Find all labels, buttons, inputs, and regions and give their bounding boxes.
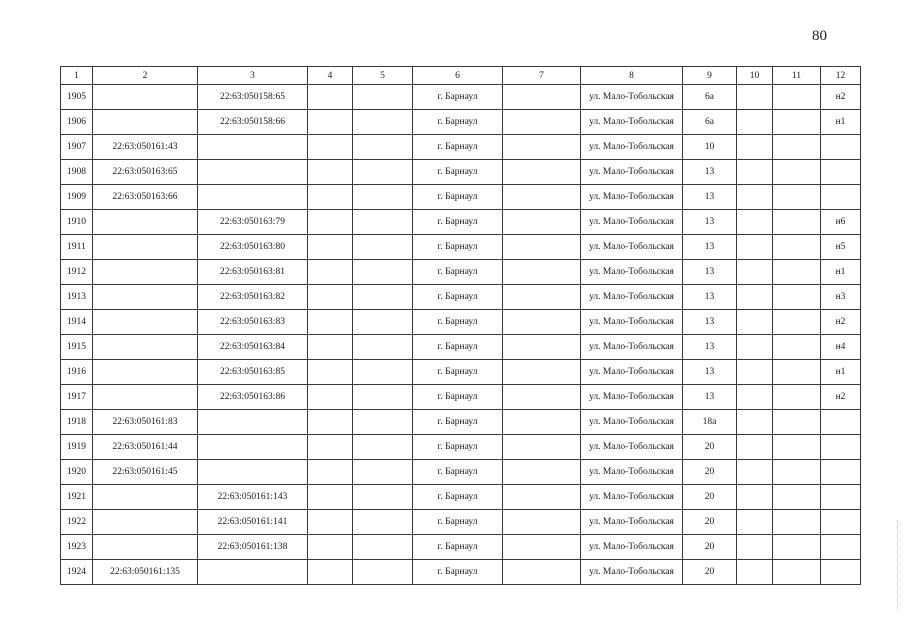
cell-col-6: г. Барнаул — [413, 210, 503, 235]
cell-col-5 — [353, 435, 413, 460]
cell-col-12: н6 — [821, 210, 861, 235]
cell-col-11 — [773, 335, 821, 360]
cell-col-2 — [93, 535, 198, 560]
cell-col-3 — [198, 410, 308, 435]
cell-col-9: 13 — [683, 210, 737, 235]
column-header-11: 11 — [773, 67, 821, 85]
cell-col-7 — [503, 235, 581, 260]
cell-col-10 — [737, 460, 773, 485]
cell-col-6: г. Барнаул — [413, 510, 503, 535]
cell-col-4 — [308, 110, 353, 135]
cell-col-2 — [93, 335, 198, 360]
cell-col-10 — [737, 560, 773, 585]
cell-col-12: н1 — [821, 110, 861, 135]
cell-col-7 — [503, 460, 581, 485]
cell-col-12 — [821, 135, 861, 160]
cell-col-9: 13 — [683, 360, 737, 385]
cell-col-12: н5 — [821, 235, 861, 260]
cell-col-3: 22:63:050158:66 — [198, 110, 308, 135]
column-header-8: 8 — [581, 67, 683, 85]
cell-col-6: г. Барнаул — [413, 160, 503, 185]
cell-col-10 — [737, 435, 773, 460]
cell-col-9: 20 — [683, 510, 737, 535]
table-row — [61, 410, 861, 435]
scan-edge-marks — [897, 520, 900, 610]
cell-col-8: ул. Мало-Тобольская — [581, 560, 683, 585]
cell-col-4 — [308, 185, 353, 210]
cell-col-2 — [93, 385, 198, 410]
cell-col-8: ул. Мало-Тобольская — [581, 360, 683, 385]
cell-col-2: 22:63:050161:45 — [93, 460, 198, 485]
cell-col-9: 13 — [683, 260, 737, 285]
cell-col-8: ул. Мало-Тобольская — [581, 285, 683, 310]
cell-col-12 — [821, 185, 861, 210]
cell-col-6: г. Барнаул — [413, 410, 503, 435]
cell-col-11 — [773, 260, 821, 285]
cell-col-11 — [773, 435, 821, 460]
cell-col-1: 1908 — [61, 160, 93, 185]
cell-col-3: 22:63:050163:79 — [198, 210, 308, 235]
cell-col-3: 22:63:050161:138 — [198, 535, 308, 560]
cell-col-11 — [773, 410, 821, 435]
cell-col-6: г. Барнаул — [413, 110, 503, 135]
cell-col-9: 18а — [683, 410, 737, 435]
cell-col-11 — [773, 360, 821, 385]
cell-col-10 — [737, 485, 773, 510]
column-header-5: 5 — [353, 67, 413, 85]
table-row — [61, 535, 861, 560]
cell-col-3: 22:63:050163:86 — [198, 385, 308, 410]
cell-col-10 — [737, 135, 773, 160]
cell-col-11 — [773, 385, 821, 410]
cell-col-3 — [198, 160, 308, 185]
cell-col-11 — [773, 460, 821, 485]
cell-col-8: ул. Мало-Тобольская — [581, 410, 683, 435]
cell-col-2: 22:63:050161:44 — [93, 435, 198, 460]
cell-col-7 — [503, 135, 581, 160]
cell-col-7 — [503, 85, 581, 110]
cell-col-11 — [773, 110, 821, 135]
cell-col-1: 1909 — [61, 185, 93, 210]
cell-col-5 — [353, 235, 413, 260]
cell-col-5 — [353, 485, 413, 510]
column-header-4: 4 — [308, 67, 353, 85]
cell-col-9: 20 — [683, 435, 737, 460]
cell-col-11 — [773, 485, 821, 510]
cell-col-9: 13 — [683, 235, 737, 260]
cell-col-8: ул. Мало-Тобольская — [581, 385, 683, 410]
cell-col-6: г. Барнаул — [413, 535, 503, 560]
table-row — [61, 160, 861, 185]
cell-col-10 — [737, 110, 773, 135]
cell-col-4 — [308, 335, 353, 360]
cell-col-6: г. Барнаул — [413, 260, 503, 285]
table-row — [61, 560, 861, 585]
table-row — [61, 435, 861, 460]
cell-col-1: 1913 — [61, 285, 93, 310]
cell-col-12 — [821, 535, 861, 560]
cell-col-9: 10 — [683, 135, 737, 160]
cell-col-8: ул. Мало-Тобольская — [581, 110, 683, 135]
cell-col-2 — [93, 235, 198, 260]
cell-col-12 — [821, 560, 861, 585]
cell-col-8: ул. Мало-Тобольская — [581, 310, 683, 335]
cell-col-4 — [308, 85, 353, 110]
table-row — [61, 460, 861, 485]
cell-col-8: ул. Мало-Тобольская — [581, 335, 683, 360]
cell-col-2: 22:63:050163:65 — [93, 160, 198, 185]
cell-col-6: г. Барнаул — [413, 285, 503, 310]
cell-col-2 — [93, 285, 198, 310]
column-header-6: 6 — [413, 67, 503, 85]
column-header-2: 2 — [93, 67, 198, 85]
cell-col-7 — [503, 210, 581, 235]
cell-col-12: н2 — [821, 85, 861, 110]
cell-col-7 — [503, 410, 581, 435]
table-row — [61, 260, 861, 285]
cell-col-4 — [308, 460, 353, 485]
cell-col-9: 20 — [683, 560, 737, 585]
table-row — [61, 235, 861, 260]
table-row — [61, 135, 861, 160]
cell-col-11 — [773, 285, 821, 310]
cell-col-4 — [308, 510, 353, 535]
cell-col-11 — [773, 85, 821, 110]
cell-col-3: 22:63:050158:65 — [198, 85, 308, 110]
cell-col-5 — [353, 135, 413, 160]
cell-col-3: 22:63:050163:82 — [198, 285, 308, 310]
table-row — [61, 310, 861, 335]
cell-col-9: 13 — [683, 185, 737, 210]
cell-col-1: 1907 — [61, 135, 93, 160]
cell-col-11 — [773, 560, 821, 585]
cell-col-12 — [821, 160, 861, 185]
cell-col-6: г. Барнаул — [413, 335, 503, 360]
cell-col-8: ул. Мало-Тобольская — [581, 235, 683, 260]
cell-col-10 — [737, 160, 773, 185]
cell-col-10 — [737, 260, 773, 285]
cell-col-5 — [353, 510, 413, 535]
table-row — [61, 110, 861, 135]
cell-col-9: 6а — [683, 110, 737, 135]
cell-col-4 — [308, 135, 353, 160]
cell-col-1: 1914 — [61, 310, 93, 335]
cell-col-7 — [503, 360, 581, 385]
cell-col-9: 13 — [683, 385, 737, 410]
cell-col-10 — [737, 385, 773, 410]
cell-col-3 — [198, 460, 308, 485]
table-body — [61, 85, 861, 585]
column-header-row — [61, 67, 861, 85]
cell-col-11 — [773, 135, 821, 160]
cell-col-1: 1922 — [61, 510, 93, 535]
cell-col-1: 1905 — [61, 85, 93, 110]
cell-col-8: ул. Мало-Тобольская — [581, 160, 683, 185]
cell-col-3: 22:63:050163:85 — [198, 360, 308, 385]
cell-col-11 — [773, 210, 821, 235]
column-header-7: 7 — [503, 67, 581, 85]
cell-col-12: н4 — [821, 335, 861, 360]
cell-col-5 — [353, 335, 413, 360]
cell-col-7 — [503, 435, 581, 460]
cell-col-6: г. Барнаул — [413, 310, 503, 335]
cell-col-4 — [308, 260, 353, 285]
table-row — [61, 85, 861, 110]
cell-col-12: н2 — [821, 310, 861, 335]
cell-col-8: ул. Мало-Тобольская — [581, 460, 683, 485]
table-row — [61, 385, 861, 410]
cell-col-12: н1 — [821, 260, 861, 285]
cell-col-6: г. Барнаул — [413, 185, 503, 210]
cell-col-11 — [773, 160, 821, 185]
cell-col-4 — [308, 310, 353, 335]
cell-col-8: ул. Мало-Тобольская — [581, 85, 683, 110]
cell-col-7 — [503, 510, 581, 535]
cell-col-7 — [503, 285, 581, 310]
cell-col-2: 22:63:050161:43 — [93, 135, 198, 160]
table-row — [61, 185, 861, 210]
cell-col-2 — [93, 260, 198, 285]
cell-col-1: 1923 — [61, 535, 93, 560]
column-header-3: 3 — [198, 67, 308, 85]
cell-col-5 — [353, 85, 413, 110]
cell-col-5 — [353, 385, 413, 410]
cell-col-10 — [737, 510, 773, 535]
table-row — [61, 335, 861, 360]
cell-col-2 — [93, 485, 198, 510]
cell-col-3: 22:63:050163:84 — [198, 335, 308, 360]
cell-col-5 — [353, 310, 413, 335]
cell-col-9: 13 — [683, 335, 737, 360]
cell-col-1: 1916 — [61, 360, 93, 385]
cell-col-2 — [93, 510, 198, 535]
cell-col-5 — [353, 560, 413, 585]
cell-col-1: 1919 — [61, 435, 93, 460]
cell-col-4 — [308, 210, 353, 235]
cell-col-3 — [198, 185, 308, 210]
cell-col-6: г. Барнаул — [413, 135, 503, 160]
cell-col-1: 1912 — [61, 260, 93, 285]
cell-col-7 — [503, 335, 581, 360]
cell-col-10 — [737, 535, 773, 560]
cell-col-10 — [737, 360, 773, 385]
cell-col-8: ул. Мало-Тобольская — [581, 485, 683, 510]
cell-col-9: 13 — [683, 285, 737, 310]
cell-col-4 — [308, 435, 353, 460]
cell-col-5 — [353, 210, 413, 235]
cell-col-10 — [737, 335, 773, 360]
cell-col-2: 22:63:050161:83 — [93, 410, 198, 435]
cell-col-10 — [737, 210, 773, 235]
page-number: 80 — [812, 28, 827, 44]
cell-col-10 — [737, 410, 773, 435]
cell-col-2 — [93, 110, 198, 135]
cell-col-7 — [503, 385, 581, 410]
cell-col-12 — [821, 410, 861, 435]
column-header-1: 1 — [61, 67, 93, 85]
cell-col-6: г. Барнаул — [413, 385, 503, 410]
cell-col-10 — [737, 85, 773, 110]
cell-col-1: 1924 — [61, 560, 93, 585]
cell-col-5 — [353, 360, 413, 385]
cell-col-5 — [353, 410, 413, 435]
table-row — [61, 485, 861, 510]
cell-col-7 — [503, 485, 581, 510]
cell-col-3 — [198, 135, 308, 160]
table-row — [61, 285, 861, 310]
cell-col-5 — [353, 535, 413, 560]
cell-col-3: 22:63:050163:80 — [198, 235, 308, 260]
cell-col-6: г. Барнаул — [413, 460, 503, 485]
cell-col-12 — [821, 510, 861, 535]
cell-col-4 — [308, 235, 353, 260]
cell-col-9: 20 — [683, 485, 737, 510]
cell-col-4 — [308, 385, 353, 410]
cell-col-8: ул. Мало-Тобольская — [581, 535, 683, 560]
table-row — [61, 210, 861, 235]
cell-col-7 — [503, 160, 581, 185]
cell-col-7 — [503, 110, 581, 135]
cell-col-9: 13 — [683, 310, 737, 335]
cell-col-11 — [773, 535, 821, 560]
cell-col-8: ул. Мало-Тобольская — [581, 135, 683, 160]
cell-col-1: 1918 — [61, 410, 93, 435]
cell-col-4 — [308, 160, 353, 185]
address-registry-table — [60, 66, 861, 585]
cell-col-2 — [93, 360, 198, 385]
cell-col-8: ул. Мало-Тобольская — [581, 260, 683, 285]
cell-col-2: 22:63:050161:135 — [93, 560, 198, 585]
cell-col-6: г. Барнаул — [413, 360, 503, 385]
cell-col-8: ул. Мало-Тобольская — [581, 510, 683, 535]
cell-col-4 — [308, 535, 353, 560]
cell-col-10 — [737, 310, 773, 335]
cell-col-12: н3 — [821, 285, 861, 310]
cell-col-6: г. Барнаул — [413, 485, 503, 510]
cell-col-6: г. Барнаул — [413, 235, 503, 260]
cell-col-12 — [821, 485, 861, 510]
cell-col-3: 22:63:050161:141 — [198, 510, 308, 535]
cell-col-11 — [773, 235, 821, 260]
cell-col-10 — [737, 285, 773, 310]
cell-col-7 — [503, 185, 581, 210]
cell-col-12: н1 — [821, 360, 861, 385]
cell-col-10 — [737, 185, 773, 210]
cell-col-7 — [503, 260, 581, 285]
cell-col-5 — [353, 460, 413, 485]
cell-col-1: 1921 — [61, 485, 93, 510]
cell-col-7 — [503, 560, 581, 585]
column-header-10: 10 — [737, 67, 773, 85]
cell-col-5 — [353, 260, 413, 285]
cell-col-11 — [773, 185, 821, 210]
cell-col-12: н2 — [821, 385, 861, 410]
cell-col-3 — [198, 435, 308, 460]
cell-col-8: ул. Мало-Тобольская — [581, 435, 683, 460]
cell-col-9: 20 — [683, 460, 737, 485]
table-row — [61, 360, 861, 385]
cell-col-12 — [821, 460, 861, 485]
cell-col-1: 1920 — [61, 460, 93, 485]
cell-col-2 — [93, 210, 198, 235]
column-header-12: 12 — [821, 67, 861, 85]
cell-col-5 — [353, 160, 413, 185]
cell-col-11 — [773, 510, 821, 535]
cell-col-9: 13 — [683, 160, 737, 185]
cell-col-4 — [308, 285, 353, 310]
cell-col-1: 1915 — [61, 335, 93, 360]
cell-col-12 — [821, 435, 861, 460]
cell-col-3: 22:63:050161:143 — [198, 485, 308, 510]
cell-col-4 — [308, 485, 353, 510]
table-row — [61, 510, 861, 535]
cell-col-6: г. Барнаул — [413, 435, 503, 460]
cell-col-9: 6а — [683, 85, 737, 110]
cell-col-2 — [93, 310, 198, 335]
cell-col-3 — [198, 560, 308, 585]
cell-col-7 — [503, 535, 581, 560]
cell-col-2: 22:63:050163:66 — [93, 185, 198, 210]
cell-col-9: 20 — [683, 535, 737, 560]
cell-col-6: г. Барнаул — [413, 560, 503, 585]
cell-col-3: 22:63:050163:81 — [198, 260, 308, 285]
cell-col-1: 1917 — [61, 385, 93, 410]
cell-col-4 — [308, 410, 353, 435]
cell-col-4 — [308, 560, 353, 585]
cell-col-4 — [308, 360, 353, 385]
cell-col-1: 1910 — [61, 210, 93, 235]
cell-col-8: ул. Мало-Тобольская — [581, 185, 683, 210]
cell-col-7 — [503, 310, 581, 335]
cell-col-5 — [353, 110, 413, 135]
cell-col-1: 1911 — [61, 235, 93, 260]
cell-col-5 — [353, 285, 413, 310]
cell-col-8: ул. Мало-Тобольская — [581, 210, 683, 235]
cell-col-1: 1906 — [61, 110, 93, 135]
cell-col-2 — [93, 85, 198, 110]
cell-col-10 — [737, 235, 773, 260]
column-header-9: 9 — [683, 67, 737, 85]
cell-col-11 — [773, 310, 821, 335]
cell-col-6: г. Барнаул — [413, 85, 503, 110]
cell-col-5 — [353, 185, 413, 210]
cell-col-3: 22:63:050163:83 — [198, 310, 308, 335]
